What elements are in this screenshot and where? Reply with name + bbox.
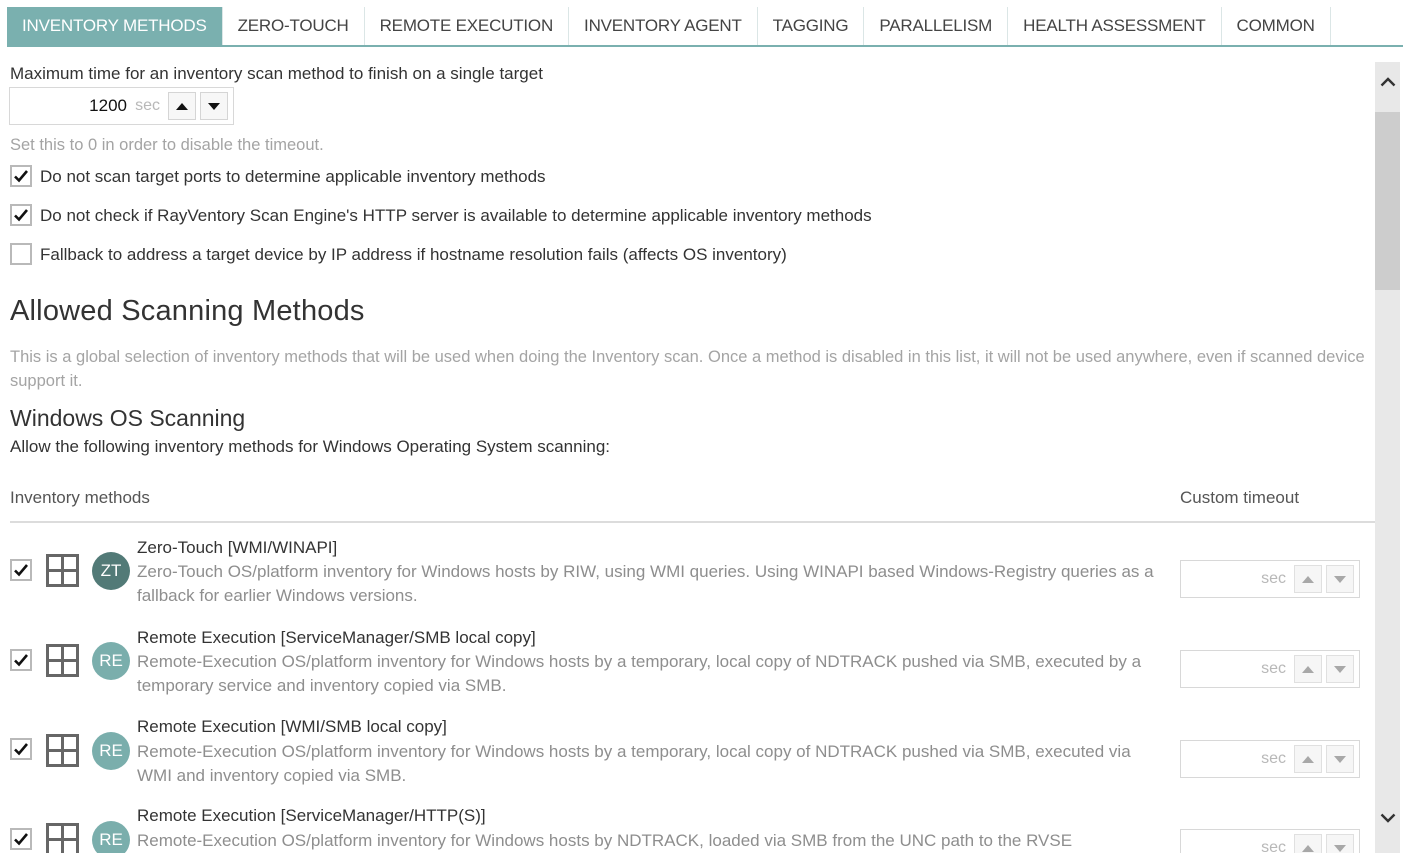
- method-timeout-spinner[interactable]: [1180, 650, 1360, 688]
- checkmark-icon: [13, 652, 29, 668]
- scrollbar-thumb[interactable]: [1375, 112, 1400, 290]
- method-timeout-decrement-button[interactable]: [1326, 565, 1354, 593]
- chevron-up-icon: [1380, 77, 1396, 87]
- method-avatar: RE: [92, 642, 130, 680]
- tab-health-assessment[interactable]: HEALTH ASSESSMENT: [1008, 7, 1221, 45]
- arrow-down-icon: [1334, 845, 1346, 852]
- method-enabled-checkbox[interactable]: [10, 649, 32, 671]
- method-title: Zero-Touch [WMI/WINAPI]: [137, 538, 338, 557]
- scroll-down-button[interactable]: [1375, 798, 1400, 838]
- windows-icon: [46, 644, 79, 677]
- arrow-up-icon: [1302, 756, 1314, 763]
- method-timeout-decrement-button[interactable]: [1326, 655, 1354, 683]
- timeout-increment-button[interactable]: [168, 92, 196, 120]
- timeout-spinner: [9, 87, 234, 125]
- method-description: Zero-Touch OS/platform inventory for Windows hosts by RIW, using WMI queries. Using WINAPI based Windows-Registry queries as a fallback for earlier Windows versions.: [137, 562, 1154, 605]
- windows-icon: [46, 823, 79, 853]
- tab-inventory-agent[interactable]: INVENTORY AGENT: [569, 7, 758, 45]
- method-timeout-spinner[interactable]: [1180, 740, 1360, 778]
- settings-tabbar: [7, 7, 1403, 47]
- chevron-down-icon: [1380, 813, 1396, 823]
- method-description: Remote-Execution OS/platform inventory for Windows hosts by NDTRACK, loaded via SMB from the UNC path to the RVSE: [137, 831, 1073, 850]
- method-avatar: RE: [92, 821, 130, 853]
- checkmark-icon: [13, 168, 29, 184]
- method-title: Remote Execution [WMI/SMB local copy]: [137, 717, 447, 736]
- method-avatar: RE: [92, 732, 130, 770]
- checkmark-icon: [13, 207, 29, 223]
- method-timeout-unit: sec: [1261, 570, 1286, 587]
- windows-icon: [46, 734, 79, 767]
- method-avatar: ZT: [92, 552, 130, 590]
- method-enabled-checkbox[interactable]: [10, 559, 32, 581]
- arrow-up-icon: [1302, 666, 1314, 673]
- arrow-up-icon: [1302, 845, 1314, 852]
- method-description: Remote-Execution OS/platform inventory for Windows hosts by a temporary, local copy of NDTRACK pushed via SMB, executed via WMI and inventory copied via SMB.: [137, 742, 1131, 785]
- tab-inventory-methods[interactable]: INVENTORY METHODS: [7, 7, 223, 45]
- option-ip-fallback-label: Fallback to address a target device by IP address if hostname resolution fails (affects OS inventory): [40, 245, 787, 264]
- method-timeout-increment-button[interactable]: [1294, 834, 1322, 853]
- table-header-divider: [10, 521, 1375, 523]
- arrow-down-icon: [208, 103, 220, 110]
- method-timeout-spinner[interactable]: [1180, 560, 1360, 598]
- tab-remote-execution[interactable]: REMOTE EXECUTION: [365, 7, 569, 45]
- timeout-label: Maximum time for an inventory scan method to finish on a single target: [10, 64, 543, 83]
- checkmark-icon: [13, 741, 29, 757]
- option-no-http-check-checkbox[interactable]: [10, 204, 32, 226]
- option-no-port-scan-checkbox[interactable]: [10, 165, 32, 187]
- allowed-methods-description: This is a global selection of inventory methods that will be used when doing the Inventory scan. Once a method is disabled in this list, it will not be used anywhere, even if scanned device support it.: [10, 348, 1365, 390]
- column-header-timeout: Custom timeout: [1180, 488, 1300, 507]
- option-no-http-check-label: Do not check if RayVentory Scan Engine's HTTP server is available to determine applicable inventory methods: [40, 206, 872, 225]
- method-title: Remote Execution [ServiceManager/SMB local copy]: [137, 628, 536, 647]
- checkmark-icon: [13, 831, 29, 847]
- method-enabled-checkbox[interactable]: [10, 828, 32, 850]
- scroll-up-button[interactable]: [1375, 62, 1400, 102]
- arrow-up-icon: [176, 103, 188, 110]
- method-timeout-increment-button[interactable]: [1294, 745, 1322, 773]
- method-timeout-increment-button[interactable]: [1294, 565, 1322, 593]
- method-timeout-decrement-button[interactable]: [1326, 745, 1354, 773]
- timeout-unit: sec: [135, 97, 160, 114]
- method-timeout-unit: sec: [1261, 660, 1286, 677]
- arrow-down-icon: [1334, 756, 1346, 763]
- option-no-port-scan-label: Do not scan target ports to determine applicable inventory methods: [40, 167, 546, 186]
- tab-tagging[interactable]: TAGGING: [758, 7, 865, 45]
- tab-common[interactable]: COMMON: [1222, 7, 1331, 45]
- timeout-decrement-button[interactable]: [200, 92, 228, 120]
- option-ip-fallback-checkbox[interactable]: [10, 243, 32, 265]
- method-title: Remote Execution [ServiceManager/HTTP(S)]: [137, 806, 486, 825]
- windows-scanning-subtitle: Allow the following inventory methods for Windows Operating System scanning:: [10, 437, 611, 456]
- arrow-up-icon: [1302, 576, 1314, 583]
- arrow-down-icon: [1334, 576, 1346, 583]
- method-timeout-unit: sec: [1261, 839, 1286, 853]
- method-timeout-spinner[interactable]: [1180, 829, 1360, 853]
- method-timeout-decrement-button[interactable]: [1326, 834, 1354, 853]
- timeout-value[interactable]: 1200: [89, 96, 127, 115]
- method-timeout-increment-button[interactable]: [1294, 655, 1322, 683]
- checkmark-icon: [13, 562, 29, 578]
- method-description: Remote-Execution OS/platform inventory for Windows hosts by a temporary, local copy of NDTRACK pushed via SMB, executed by a temporary service and inventory copied via SMB.: [137, 652, 1142, 695]
- arrow-down-icon: [1334, 666, 1346, 673]
- allowed-methods-heading: Allowed Scanning Methods: [10, 295, 365, 327]
- method-enabled-checkbox[interactable]: [10, 738, 32, 760]
- windows-scanning-heading: Windows OS Scanning: [10, 405, 246, 431]
- windows-icon: [46, 554, 79, 587]
- column-header-methods: Inventory methods: [10, 488, 150, 507]
- timeout-hint: Set this to 0 in order to disable the timeout.: [10, 136, 324, 154]
- vertical-scrollbar[interactable]: [1375, 62, 1400, 853]
- tab-parallelism[interactable]: PARALLELISM: [864, 7, 1008, 45]
- tab-zero-touch[interactable]: ZERO-TOUCH: [223, 7, 365, 45]
- method-timeout-unit: sec: [1261, 750, 1286, 767]
